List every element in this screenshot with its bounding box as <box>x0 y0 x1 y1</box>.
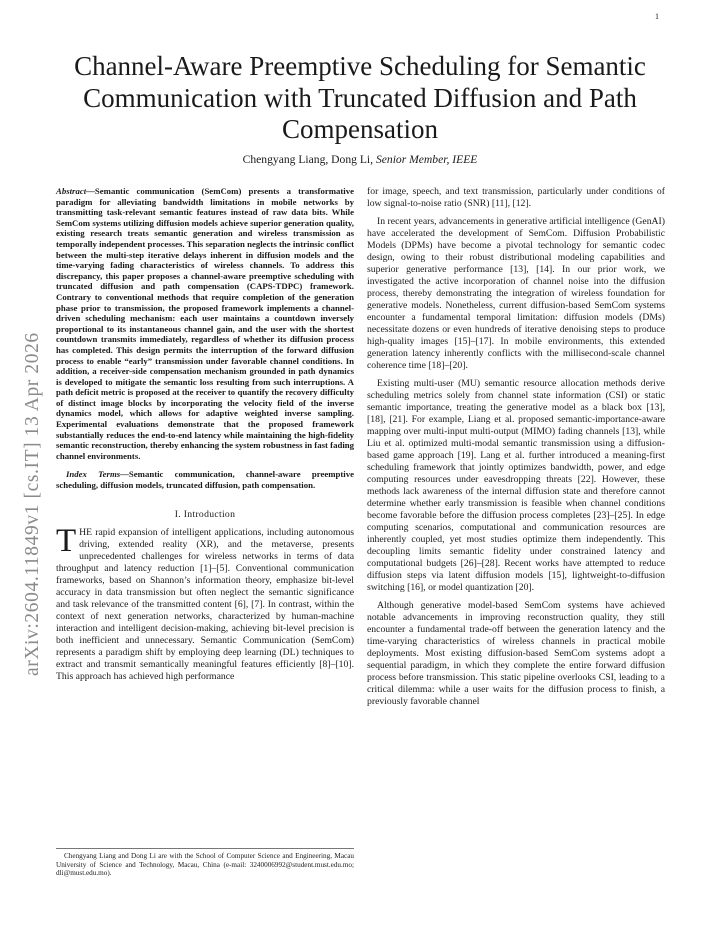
abstract <box>56 186 354 461</box>
intro-paragraph-2: In recent years, advancements in generative artificial intelligence (GenAI) have accelerated the development of SemCom. Diffusion Probabilistic Models (DPMs) have become a pivotal technology for semantic codec design, owing to their robust distributional modeling capabilities and superior generative performance [13], [14]. In our prior work, we investigated the active incorporation of channel noise into the diffusion process, thereby demonstrating the integration of wireless foundation for generative models. Nonetheless, current diffusion-based SemCom systems encounter a fundamental temporal limitation: diffusion models (DMs) necessitate dozens or even hundreds of iterative denoising steps to produce high-quality images [15]–[17]. In mobile environments, this extended generation latency inherently conflicts with the millisecond-scale channel coherence time [18]–[20]. <box>367 216 665 371</box>
author-role: Senior Member, IEEE <box>375 153 478 166</box>
right-column <box>367 186 665 708</box>
index-terms <box>56 469 354 490</box>
affiliation-footnote: Chengyang Liang and Dong Li are with the School of Computer Science and Engineering, Macau University of Science and Technology, Macau, China (e-mail: 3240006992@student.must.edu.mo; dli@must.edu.mo). <box>56 848 354 878</box>
paper-title: Channel-Aware Preemptive Scheduling for Semantic Communication with Truncated Diffusion and Path Compensation <box>74 51 646 144</box>
intro-paragraph-1-text: HE rapid expansion of intelligent applications, including autonomous driving, extended reality (XR), and the metaverse, presents unprecedented challenges for wireless networks in terms of data throughput and latency reduction [1]–[5]. Conventional communication frameworks, based on Shannon’s information theory, emphasize bit-level accuracy in data transmission but often neglect the semantic significance and task relevance of the transmitted content [6], [7]. In contrast, within the context of next generation networks, characterized by human-machine interaction and intelligent decision-making, achieving bit-level precision is both inefficient and unnecessary. Semantic Communication (SemCom) represents a paradigm shift by employing deep learning (DL) techniques to extract and transmit semantically meaningful features efficiently [8]–[10]. This approach has achieved high performance <box>56 526 354 682</box>
drop-cap: T <box>56 522 77 559</box>
page-number: 1 <box>655 12 659 21</box>
author-line <box>40 153 680 166</box>
abstract-text: —Semantic communication (SemCom) presents a transformative paradigm for alleviating bandwidth limitations in mobile networks by transmitting task-relevant semantic features instead of raw data bits. While SemCom systems utilizing diffusion models achieve superior generation quality, existing research treats semantic generation and wireless transmission as temporally independent processes. This separation neglects the intrinsic conflict between the multi-step iterative delays inherent in diffusion models and the time-varying fading characteristics of wireless channels. To address this discrepancy, this paper proposes a channel-aware preemptive scheduling with truncated diffusion and path compensation (CAPS-TDPC) framework. Contrary to conventional methods that require completion of the generation phase prior to transmission, the proposed framework implements a channel-driven scheduling mechanism: each user maintains a countdown inversely proportional to its instantaneous channel gain, and the user with the shortest countdown transmits immediately, regardless of whether its diffusion process has completed. This design permits the interruption of the forward diffusion process to enable “early” transmission under favorable channel conditions. In addition, a receiver-side compensation mechanism grounded in path dynamics is developed to mitigate the semantic loss resulting from such interruptions. A path deficit metric is proposed at the receiver to quantify the recovery difficulty of distinct image blocks by incorporating the velocity field of the inverse dynamics model, which allows for adaptive weighted inverse sampling. Experimental evaluations demonstrate that the proposed framework substantially reduces the end-to-end latency while maintaining the high-fidelity semantic reconstruction, thereby enhancing the system robustness in fast fading channel environments. <box>56 186 354 461</box>
left-column <box>56 186 354 683</box>
index-terms-lead: Index Terms <box>66 469 121 480</box>
intro-paragraph-4: Although generative model-based SemCom systems have achieved notable advancements in improving reconstruction quality, they still encounter a fundamental trade-off between the generation latency and the time-varying characteristics of wireless channels in practical mobile deployments. Most existing diffusion-based SemCom systems adopt a sequential paradigm, in which they complete the entire forward diffusion process before transmission. This static pipeline overlooks CSI, leading to a critical dilemma: while a user waits for the diffusion process to finish, a previously favorable channel <box>367 600 665 707</box>
intro-continuation: for image, speech, and text transmission, particularly under conditions of low signal-to-noise ratio (SNR) [11], [12]. <box>367 186 665 209</box>
section-heading-introduction: I. Introduction <box>174 508 236 520</box>
arxiv-stamp: arXiv:2604.11849v1 [cs.IT] 13 Apr 2026 <box>22 332 43 676</box>
intro-paragraph-3: Existing multi-user (MU) semantic resource allocation methods derive scheduling metrics solely from channel state information (CSI) or static semantic importance, treating the generative model as a black box [13], [18], [21]. For example, Liang et al. proposed semantic-importance-aware mapping over multi-input multi-output (MIMO) fading channels [13], while Liu et al. optimized multi-modal semantic transmission using a diffusion-based game approach [19]. Lang et al. further introduced a meaning-first scheduling framework that jointly optimizes bandwidth, power, and edge computing resources under eavesdropping threats [22]. However, these methods lack awareness of the internal diffusion state and therefore cannot determine whether early transmission is feasible when channel conditions become favorable before the diffusion process completes [23]–[25]. In edge computing scenarios, computational and communication resources are inherently coupled, yet most studies optimize them independently. This decoupling limits semantic fidelity under constrained latency and computational budgets [26]–[28]. Recent works have attempted to reduce diffusion steps via latent diffusion models [15], lightweight-to-diffusion switching [16], or model quantization [20]. <box>367 378 665 593</box>
index-terms-text: —Semantic communication, channel-aware preemptive scheduling, diffusion models, truncated diffusion, path compensation. <box>56 469 354 491</box>
abstract-lead: Abstract <box>56 186 87 196</box>
author-names: Chengyang Liang, Dong Li, <box>242 153 374 166</box>
intro-paragraph-1 <box>56 522 354 683</box>
